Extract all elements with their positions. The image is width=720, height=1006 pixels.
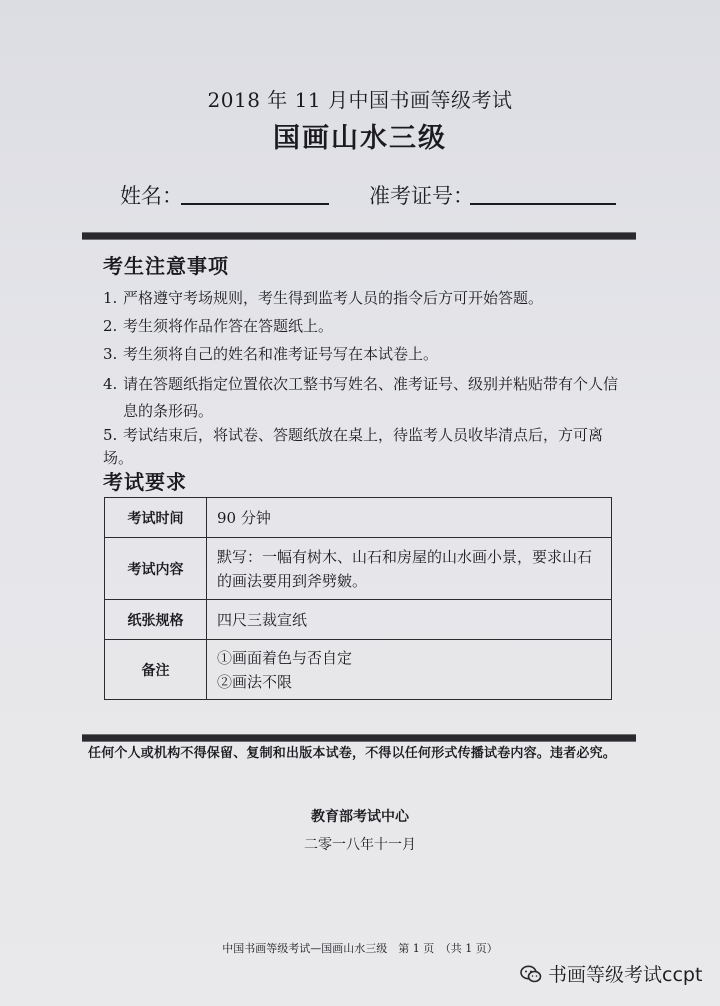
table-key-cell: 纸张规格	[105, 600, 207, 640]
watermark	[520, 960, 702, 987]
notice-item-text: 请在答题纸指定位置依次工整书写姓名、准考证号、级别并粘贴带有个人信	[123, 375, 619, 393]
table-row	[105, 498, 612, 538]
notice-item-number: 3.	[103, 345, 118, 363]
notice-item-number: 1.	[103, 289, 118, 307]
page-footer: 中国书画等级考试—国画山水三级 第 1 页 （共 1 页）	[222, 942, 498, 955]
issuer: 教育部考试中心	[311, 809, 409, 825]
requirements-heading: 考试要求	[103, 470, 187, 494]
notice-item-text: 严格遵守考场规则，考生得到监考人员的指令后方可开始答题。	[123, 289, 544, 307]
notice-item	[103, 287, 623, 310]
subject-title: 国画山水三级	[273, 123, 447, 154]
wechat-icon	[520, 965, 542, 983]
notice-item	[103, 315, 623, 338]
requirements-table	[104, 497, 612, 700]
remark-line: ②画法不限	[217, 672, 293, 691]
exam-id-label: 准考证号：	[369, 184, 474, 208]
table-value-cell: 默写：一幅有树木、山石和房屋的山水画小景，要求山石的画法要用到斧劈皴。	[207, 538, 612, 600]
copyright-warning: 任何个人或机构不得保留、复制和出版本试卷，不得以任何形式传播试卷内容。违者必究。	[88, 746, 617, 761]
table-value-cell	[207, 640, 612, 700]
notice-item	[103, 424, 623, 470]
exam-title: 2018 年 11 月中国书画等级考试	[207, 88, 513, 112]
table-row	[105, 538, 612, 600]
issue-date: 二零一八年十一月	[304, 837, 416, 853]
remark-line: ①画面着色与否自定	[217, 648, 353, 667]
name-label: 姓名：	[120, 184, 183, 208]
table-value-cell: 90 分钟	[207, 498, 612, 538]
name-blank-line[interactable]	[181, 203, 329, 205]
table-row	[105, 640, 612, 700]
exam-id-blank-line[interactable]	[470, 203, 616, 205]
table-key-cell: 考试时间	[105, 498, 207, 538]
top-divider	[82, 232, 636, 240]
notice-heading: 考生注意事项	[103, 254, 229, 278]
notice-item-number: 5.	[103, 426, 118, 444]
notice-item	[103, 371, 623, 425]
notice-item-text: 考试结束后，将试卷、答题纸放在桌上，待监考人员收毕清点后，方可离场。	[103, 426, 604, 467]
notice-item-number: 4.	[103, 375, 118, 393]
bottom-divider	[82, 734, 636, 742]
watermark-text: 书画等级考试ccpt	[548, 964, 703, 986]
notice-item-number: 2.	[103, 317, 118, 335]
table-key-cell: 考试内容	[105, 538, 207, 600]
table-value-cell: 四尺三裁宣纸	[207, 600, 612, 640]
notice-item-text-continued: 息的条形码。	[123, 402, 214, 420]
notice-item	[103, 343, 623, 366]
notice-item-text: 考生须将作品作答在答题纸上。	[123, 317, 334, 335]
table-row	[105, 600, 612, 640]
notice-item-text: 考生须将自己的姓名和准考证号写在本试卷上。	[123, 345, 439, 363]
table-key-cell: 备注	[105, 640, 207, 700]
